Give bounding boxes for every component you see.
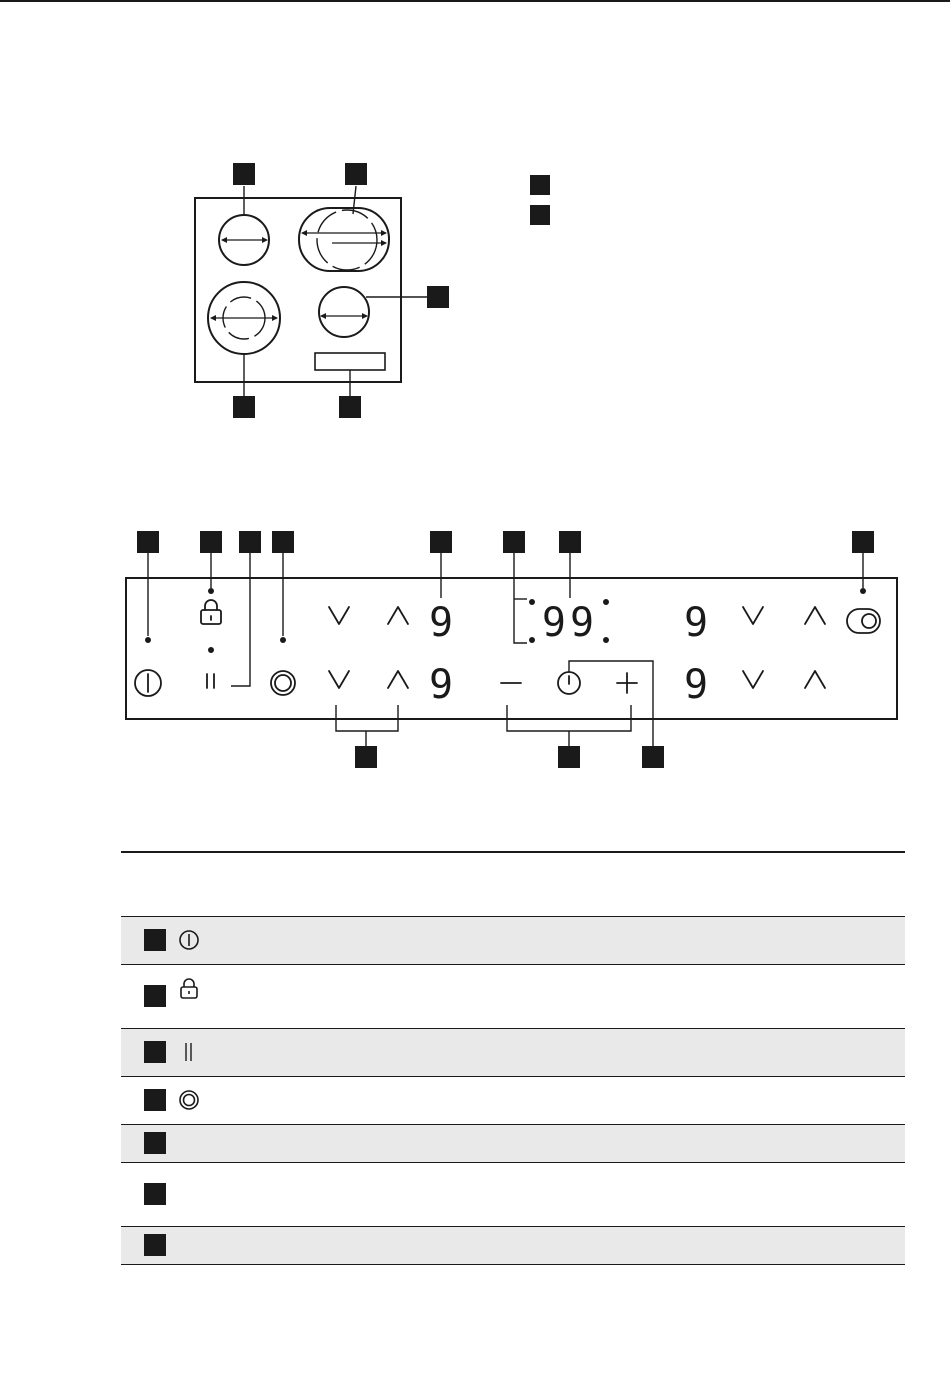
timer-dot-br: [603, 637, 609, 643]
timer-icon[interactable]: [558, 672, 580, 694]
callout-1: [233, 163, 255, 185]
row-description: [217, 1028, 905, 1076]
row-description: [217, 916, 905, 964]
callout-5: [339, 396, 361, 418]
callout-3: [427, 286, 449, 308]
table-row: [121, 1124, 905, 1162]
panel-callout-11: [642, 746, 664, 768]
zone-display-rear-right: 9: [683, 600, 709, 646]
bridge-icon[interactable]: [847, 609, 880, 633]
power-icon[interactable]: [135, 670, 161, 696]
panel-callout-4: [272, 531, 294, 553]
zone-display-front-right: 9: [683, 662, 709, 708]
table-row: [121, 1076, 905, 1124]
plus-icon[interactable]: [617, 673, 637, 693]
panel-callout-5: [430, 531, 452, 553]
row-number-square: [144, 1234, 166, 1256]
arrow-up-icon[interactable]: [805, 607, 825, 624]
lock-indicator-dot: [208, 588, 214, 594]
power-indicator-dot: [145, 637, 151, 643]
zone-display-rear-left: 9: [428, 600, 454, 646]
lock-icon[interactable]: [201, 600, 221, 624]
zone-display-front-left: 9: [428, 662, 454, 708]
pause-indicator-dot: [208, 647, 214, 653]
timer-dot-bl: [529, 637, 535, 643]
legend-square-1: [530, 175, 550, 195]
zone-front-right: [319, 287, 369, 337]
panel-callout-6: [503, 531, 525, 553]
bridge-indicator-dot: [860, 588, 866, 594]
table-row: [121, 964, 905, 1028]
callout-4: [233, 396, 255, 418]
row-number-square: [144, 1041, 166, 1063]
panel-callout-7: [559, 531, 581, 553]
pause-icon[interactable]: [207, 674, 214, 688]
booster-icon: [177, 1088, 201, 1112]
arrow-up-icon[interactable]: [743, 671, 763, 688]
arrow-down-icon[interactable]: [329, 607, 349, 624]
timer-dot-tr: [603, 599, 609, 605]
table-row: [121, 1226, 905, 1264]
row-number-square: [144, 985, 166, 1007]
pause-icon: [177, 1040, 201, 1064]
booster-icon[interactable]: [271, 671, 295, 695]
arrow-up-icon[interactable]: [388, 671, 408, 688]
panel-callout-3: [239, 531, 261, 553]
hob-outline: [195, 198, 401, 382]
row-description: [217, 1076, 905, 1124]
booster-indicator-dot: [280, 637, 286, 643]
table-row: [121, 1162, 905, 1226]
table-header-row: [121, 852, 905, 916]
table-row: [121, 916, 905, 964]
timer-dot-tl: [529, 599, 535, 605]
row-number-square: [144, 929, 166, 951]
control-panel-outline: [126, 578, 897, 719]
row-number-square: [144, 1183, 166, 1205]
panel-callout-8: [852, 531, 874, 553]
callout-2: [345, 163, 367, 185]
panel-callout-10: [558, 746, 580, 768]
row-number-square: [144, 1132, 166, 1154]
control-legend-table: [121, 851, 905, 1265]
arrow-down-icon[interactable]: [329, 671, 349, 688]
legend-square-2: [530, 205, 550, 225]
panel-callout-2: [200, 531, 222, 553]
arrow-down-icon[interactable]: [743, 607, 763, 624]
zone-oval: [299, 208, 389, 271]
arrow-up-icon[interactable]: [805, 671, 825, 688]
timer-display: 99: [541, 600, 599, 646]
arrow-up-icon[interactable]: [388, 607, 408, 624]
power-icon: [177, 928, 201, 952]
table-row: [121, 1028, 905, 1076]
row-number-square: [144, 1089, 166, 1111]
row-description: [217, 964, 905, 1028]
panel-callout-1: [137, 531, 159, 553]
control-strip: [315, 353, 385, 370]
panel-callout-9: [355, 746, 377, 768]
row-description: [217, 1226, 905, 1264]
row-description: [217, 1124, 905, 1162]
row-description: [217, 1162, 905, 1226]
lock-icon: [177, 977, 201, 1001]
